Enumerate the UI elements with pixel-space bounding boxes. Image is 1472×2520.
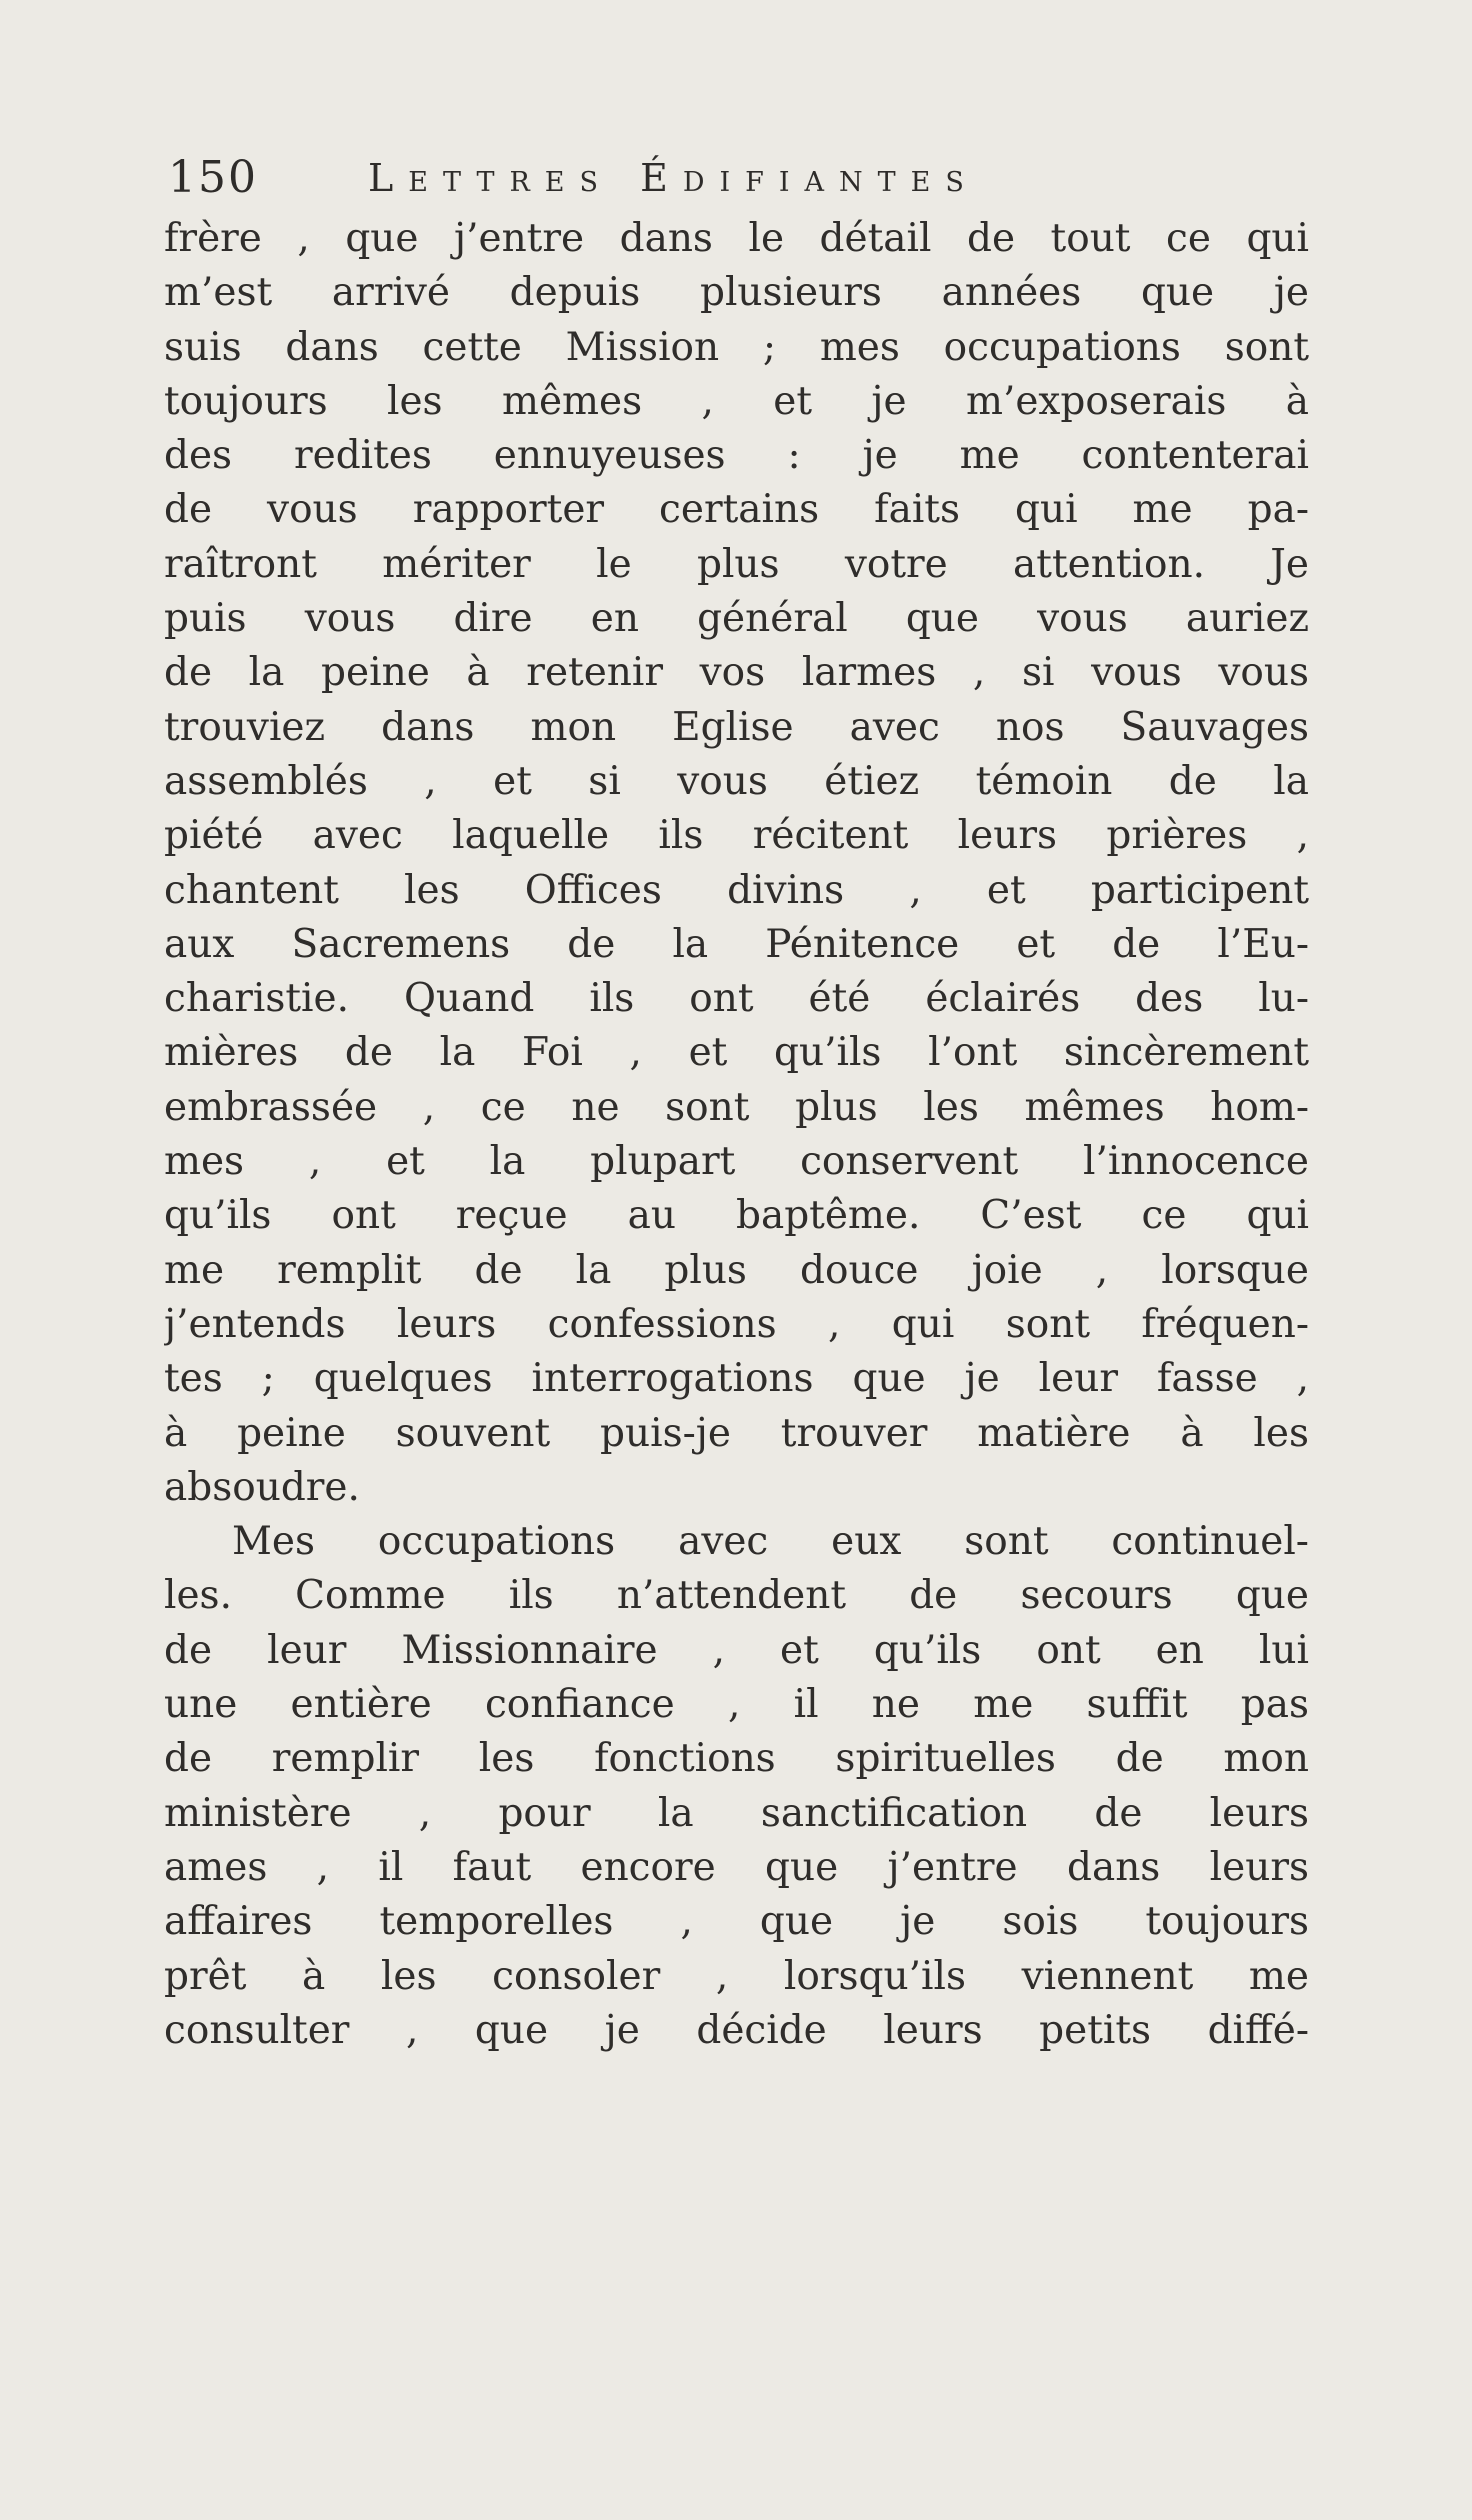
text-line: frère , que j’entre dans le détail de tout ce qui [164,216,1309,261]
page-number: 150 [168,152,258,203]
page-header [168,148,1328,208]
text-line: embrassée , ce ne sont plus les mêmes hom- [164,1084,1309,1130]
text-line: tes ; quelques interrogations que je leur fasse , [164,1356,1309,1402]
running-title: Lettres Édifiantes [368,156,979,200]
text-line: j’entends leurs confessions , qui sont fréquen- [164,1301,1309,1347]
text-line: assemblés , et si vous étiez témoin de la [164,758,1309,804]
text-line: une entière confiance , il ne me suffit pas [164,1682,1309,1728]
text-line: de la peine à retenir vos larmes , si vous vous [164,650,1309,696]
text-line: chantent les Offices divins , et participent [164,867,1309,913]
text-line: trouviez dans mon Eglise avec nos Sauvages [164,704,1309,750]
text-line: des redites ennuyeuses : je me contenterai [164,433,1309,479]
text-line: puis vous dire en général que vous auriez [164,596,1309,642]
text-line: consulter , que je décide leurs petits diffé- [164,2007,1309,2053]
text-line: raîtront mériter le plus votre attention. Je [164,541,1309,587]
text-line: mières de la Foi , et qu’ils l’ont sincèrement [164,1030,1309,1076]
paragraph-first-line: Mes occupations avec eux sont continuel- [232,1519,1309,1565]
text-line: mes , et la plupart conservent l’innocence [164,1139,1309,1185]
text-line: ministère , pour la sanctification de leurs [164,1790,1309,1836]
text-line: de remplir les fonctions spirituelles de mon [164,1736,1309,1782]
text-line: me remplit de la plus douce joie , lorsque [164,1247,1309,1293]
text-line: charistie. Quand ils ont été éclairés des lu- [164,976,1309,1022]
text-line: prêt à les consoler , lorsqu’ils viennent me [164,1953,1309,1999]
text-line: toujours les mêmes , et je m’exposerais à [164,378,1309,424]
paragraph-end-line: absoudre. [164,1464,360,1510]
text-line: à peine souvent puis-je trouver matière à les [164,1410,1309,1456]
text-line: piété avec laquelle ils récitent leurs prières , [164,813,1309,859]
text-line: les. Comme ils n’attendent de secours que [164,1573,1309,1619]
body-text [164,212,1309,2058]
text-line: m’est arrivé depuis plusieurs années que je [164,270,1309,316]
text-line: ames , il faut encore que j’entre dans leurs [164,1844,1309,1890]
text-line: qu’ils ont reçue au baptême. C’est ce qui [164,1193,1309,1239]
text-line: suis dans cette Mission ; mes occupations sont [164,324,1309,370]
text-line: de leur Missionnaire , et qu’ils ont en lui [164,1627,1309,1673]
text-line: de vous rapporter certains faits qui me pa- [164,487,1309,533]
text-line: aux Sacremens de la Pénitence et de l’Eu- [164,921,1309,967]
text-line: affaires temporelles , que je sois toujours [164,1899,1309,1945]
